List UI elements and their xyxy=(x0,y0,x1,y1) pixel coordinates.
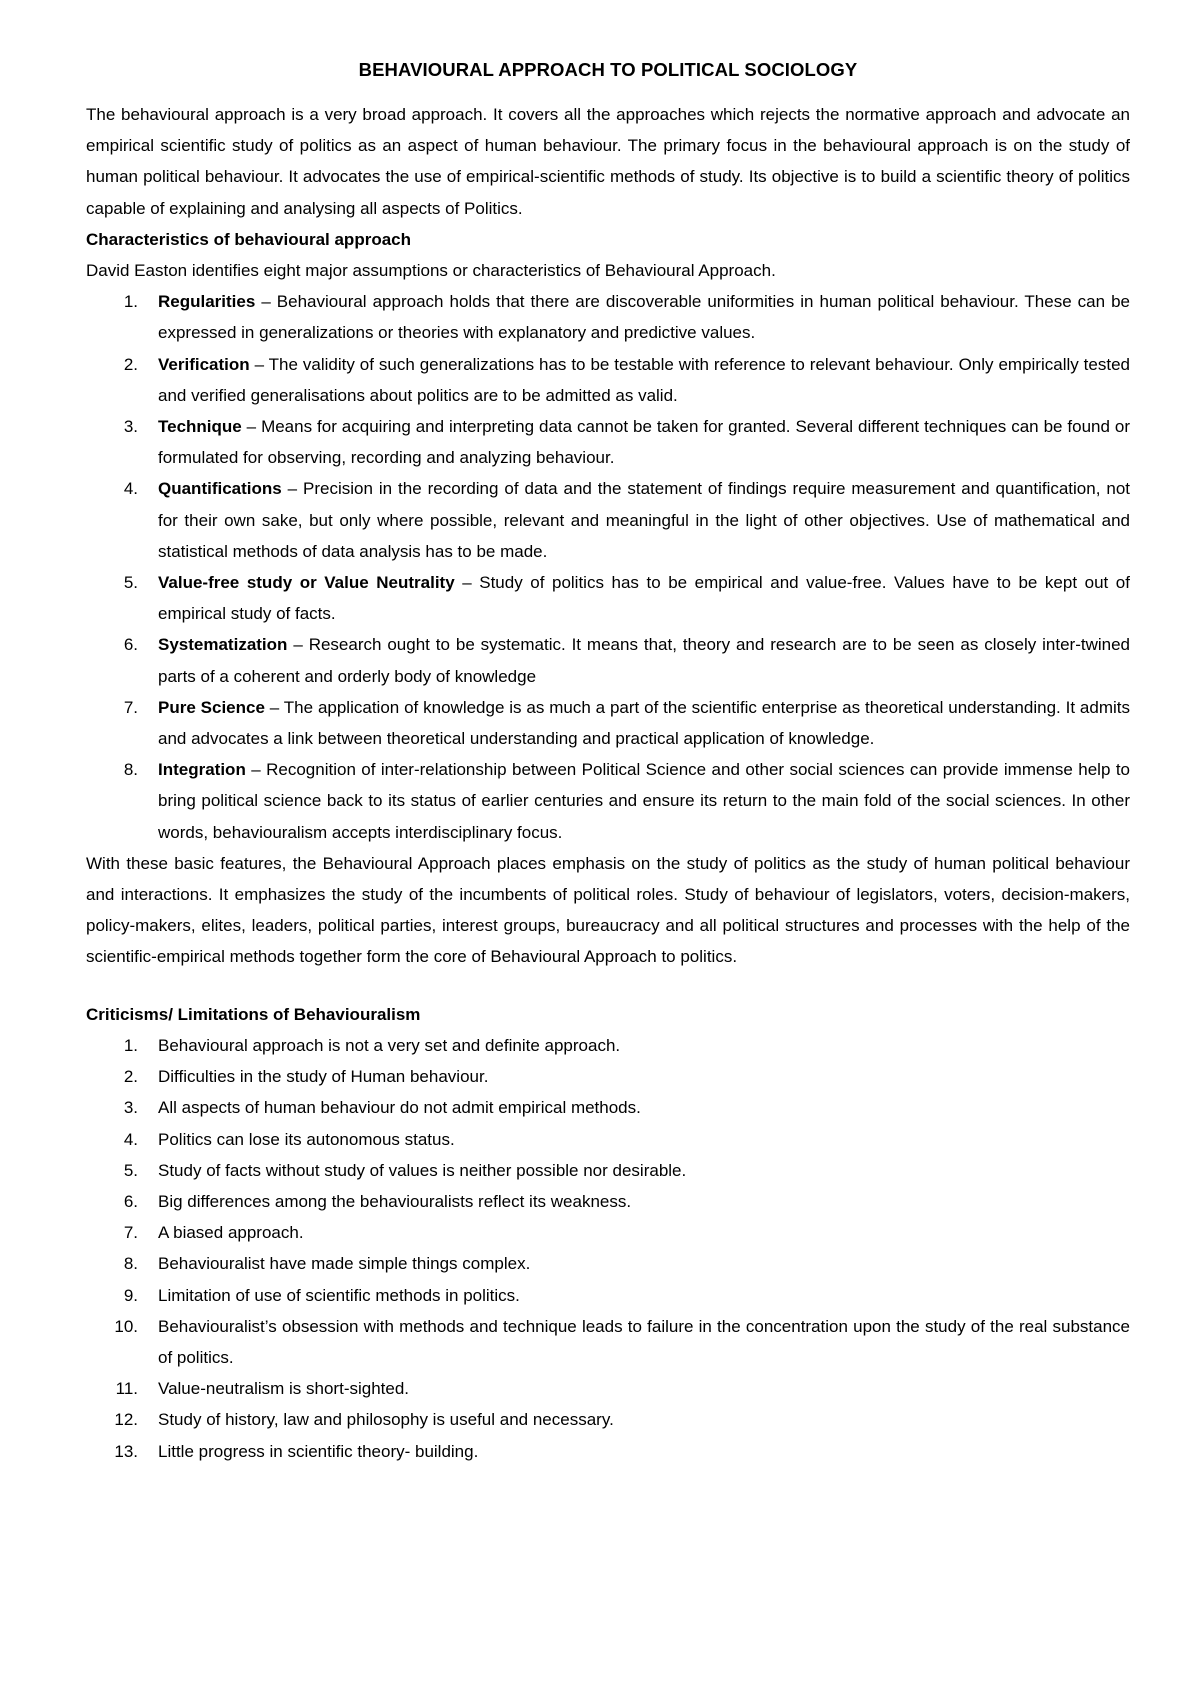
item-text: – Research ought to be systematic. It means that, theory and research are to be seen as closely inter-twined parts of a coherent and orderly body of knowledge xyxy=(158,635,1130,686)
document-title: BEHAVIOURAL APPROACH TO POLITICAL SOCIOLOGY xyxy=(358,59,858,80)
item-text: Big differences among the behaviouralists reflect its weakness. xyxy=(158,1191,632,1211)
item-term: Verification xyxy=(158,354,250,374)
list-item xyxy=(86,567,1130,629)
item-text: Study of facts without study of values is neither possible nor desirable. xyxy=(158,1160,687,1180)
item-number: 7. xyxy=(123,1223,138,1243)
item-text: Behaviouralist have made simple things complex. xyxy=(158,1254,531,1274)
item-number: 8. xyxy=(123,760,138,780)
item-number: 5. xyxy=(123,573,138,593)
list-item xyxy=(86,754,1130,848)
item-number: 3. xyxy=(123,417,138,437)
list-item xyxy=(86,473,1130,567)
item-text: All aspects of human behaviour do not admit empirical methods. xyxy=(158,1098,641,1118)
item-term: Pure Science xyxy=(158,697,265,717)
item-text: A biased approach. xyxy=(158,1223,304,1243)
list-item xyxy=(86,1280,1130,1311)
list-item xyxy=(86,411,1130,473)
item-number: 2. xyxy=(123,1067,138,1087)
item-number: 5. xyxy=(123,1160,138,1180)
list-item xyxy=(86,1155,1130,1186)
list-item xyxy=(86,1248,1130,1279)
item-text: – Recognition of inter-relationship between Political Science and other social sciences can provide immense help to bring political science back to its status of earlier centuries and ensure its return to the main fold of the social sciences. In other words, behaviouralism accepts interdisciplinary focus. xyxy=(158,760,1130,842)
item-text: Politics can lose its autonomous status. xyxy=(158,1129,455,1149)
characteristics-heading: Characteristics of behavioural approach xyxy=(86,229,411,249)
list-item xyxy=(86,349,1130,411)
list-item xyxy=(86,1124,1130,1155)
item-number: 4. xyxy=(123,479,138,499)
criticisms-heading: Criticisms/ Limitations of Behaviouralism xyxy=(86,1004,421,1024)
list-item xyxy=(86,1311,1130,1373)
item-text: Study of history, law and philosophy is useful and necessary. xyxy=(158,1410,614,1430)
characteristics-lead: David Easton identifies eight major assumptions or characteristics of Behavioural Approach. xyxy=(86,261,776,281)
item-number: 4. xyxy=(123,1129,138,1149)
section-spacer xyxy=(86,973,1130,999)
item-number: 13. xyxy=(114,1441,138,1461)
item-text: – Means for acquiring and interpreting data cannot be taken for granted. Several different techniques can be found or formulated for observing, recording and analyzing behaviour. xyxy=(158,417,1130,468)
list-item xyxy=(86,1373,1130,1404)
item-number: 1. xyxy=(123,1035,138,1055)
item-text: Difficulties in the study of Human behaviour. xyxy=(158,1067,489,1087)
item-number: 3. xyxy=(123,1098,138,1118)
item-number: 11. xyxy=(115,1379,138,1399)
item-number: 1. xyxy=(123,292,138,312)
criticisms-list xyxy=(86,1030,1130,1467)
item-number: 6. xyxy=(123,635,138,655)
list-item xyxy=(86,692,1130,754)
characteristics-list xyxy=(86,286,1130,848)
list-item xyxy=(86,1404,1130,1435)
list-item xyxy=(86,1061,1130,1092)
item-number: 10. xyxy=(114,1316,138,1336)
list-item xyxy=(86,1092,1130,1123)
item-text: – Behavioural approach holds that there are discoverable uniformities in human political behaviour. These can be expressed in generalizations or theories with explanatory and predictive values. xyxy=(158,292,1130,343)
item-number: 12. xyxy=(114,1410,138,1430)
item-number: 7. xyxy=(123,697,138,717)
list-item xyxy=(86,1436,1130,1467)
item-number: 8. xyxy=(123,1254,138,1274)
item-number: 9. xyxy=(123,1285,138,1305)
list-item xyxy=(86,1217,1130,1248)
item-text: – Study of politics has to be empirical and value-free. Values have to be kept out of empirical study of facts. xyxy=(158,573,1130,624)
item-text: – The application of knowledge is as much a part of the scientific enterprise as theoretical understanding. It admits and advocates a link between theoretical understanding and practical application of knowledge. xyxy=(158,697,1130,749)
intro-paragraph: The behavioural approach is a very broad approach. It covers all the approaches which rejects the normative approach and advocate an empirical scientific study of politics as an aspect of human behaviour. The primary focus in the behavioural approach is on the study of human political behaviour. It advocates the use of empirical-scientific methods of study. Its objective is to build a scientific theory of politics capable of explaining and analysing all aspects of Politics. xyxy=(86,105,1130,218)
item-number: 6. xyxy=(123,1191,138,1211)
item-term: Quantifications xyxy=(158,479,282,499)
item-text: Value-neutralism is short-sighted. xyxy=(158,1379,410,1399)
item-term: Technique xyxy=(158,417,242,437)
item-number: 2. xyxy=(123,354,138,374)
item-text: – Precision in the recording of data and the statement of findings require measurement and quantification, not for their own sake, but only where possible, relevant and meaningful in the light of other objectives. Use of mathematical and statistical methods of data analysis has to be made. xyxy=(158,479,1130,561)
item-term: Value-free study or Value Neutrality xyxy=(158,573,455,593)
list-item xyxy=(86,1030,1130,1061)
summary-paragraph: With these basic features, the Behavioural Approach places emphasis on the study of politics as the study of human political behaviour and interactions. It emphasizes the study of the incumbents of political roles. Study of behaviour of legislators, voters, decision-makers, policy-makers, elites, leaders, political parties, interest groups, bureaucracy and all political structures and processes with the help of the scientific-empirical methods together form the core of Behavioural Approach to politics. xyxy=(86,853,1130,967)
item-text: Behavioural approach is not a very set and definite approach. xyxy=(158,1035,621,1055)
item-text: Limitation of use of scientific methods in politics. xyxy=(158,1285,520,1305)
item-term: Regularities xyxy=(158,292,256,312)
item-term: Systematization xyxy=(158,635,288,655)
list-item xyxy=(86,286,1130,348)
item-text: Little progress in scientific theory- building. xyxy=(158,1441,479,1461)
item-text: – The validity of such generalizations has to be testable with reference to relevant behaviour. Only empirically tested and verified generalisations about politics are to be admitted as valid. xyxy=(158,354,1130,405)
list-item xyxy=(86,1186,1130,1217)
list-item xyxy=(86,629,1130,691)
item-term: Integration xyxy=(158,760,246,780)
item-text: Behaviouralist’s obsession with methods and technique leads to failure in the concentration upon the study of the real substance of politics. xyxy=(158,1316,1130,1367)
